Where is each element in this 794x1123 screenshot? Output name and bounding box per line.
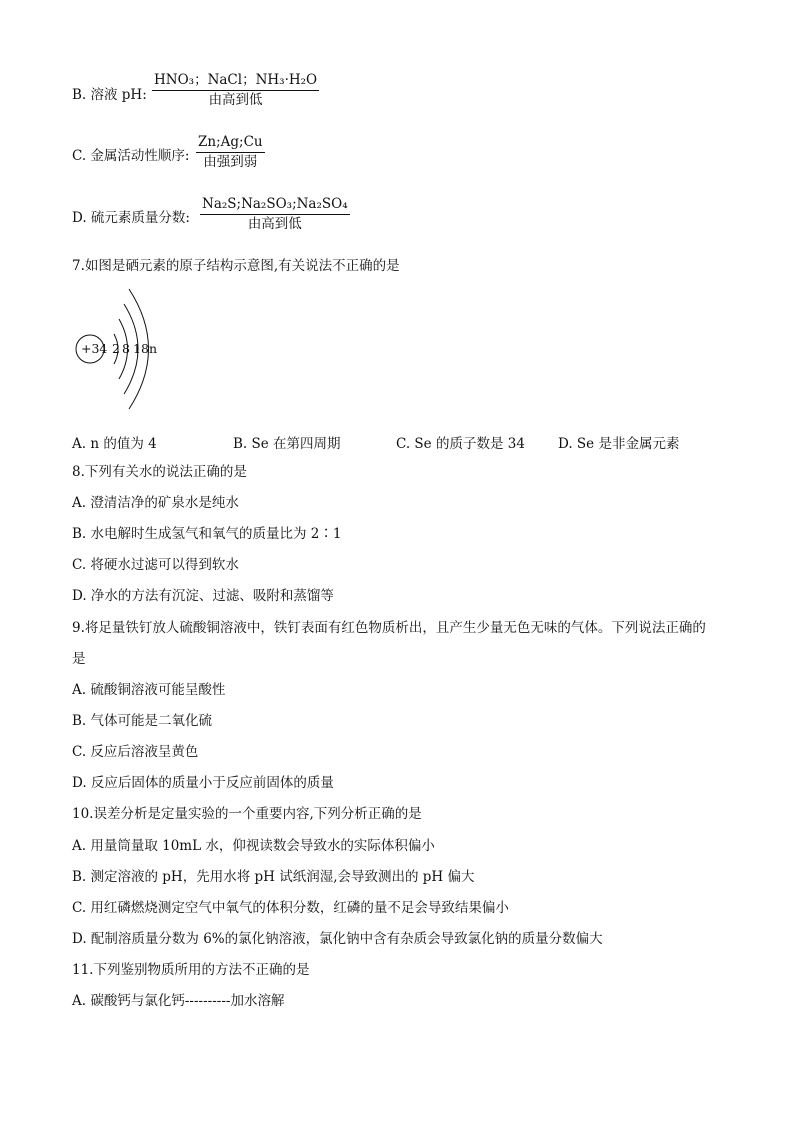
q6-option-b-bottom: 由高到低 [208,92,263,108]
q7-option-b: B. Se 在第四周期 [233,436,341,452]
q9-stem-line-2: 是 [72,651,86,667]
nucleus-charge: +34 [81,341,108,356]
q6-option-d-label: D. 硫元素质量分数: [72,210,190,226]
q10-option-d: D. 配制溶质量分数为 6%的氯化钠溶液，氯化钠中含有杂质会导致氯化钠的质量分数偏大 [72,931,603,947]
q6-option-d-top: Na₂S;Na₂SO₃;Na₂SO₄ [200,196,350,215]
q9-option-d: D. 反应后固体的质量小于反应前固体的质量 [72,775,334,791]
shell-electrons-3: 18 [133,341,149,356]
q8-option-d: D. 净水的方法有沉淀、过滤、吸附和蒸馏等 [72,588,334,604]
shell-electrons-1: 2 [112,341,120,356]
q10-option-a: A. 用量筒量取 10mL 水，仰视读数会导致水的实际体积偏小 [72,838,435,854]
q7-option-a: A. n 的值为 4 [72,436,157,452]
q9-option-c: C. 反应后溶液呈黄色 [72,744,199,760]
q8-stem: 8.下列有关水的说法正确的是 [72,464,247,480]
q10-option-c: C. 用红磷燃烧测定空气中氧气的体积分数，红磷的量不足会导致结果偏小 [72,900,509,916]
q9-option-a: A. 硫酸铜溶液可能呈酸性 [72,682,226,698]
q10-option-b: B. 测定溶液的 pH，先用水将 pH 试纸润湿,会导致测出的 pH 偏大 [72,869,475,885]
q9-stem-line-1: 9.将足量铁钉放人硫酸铜溶液中，铁钉表面有红色物质析出，且产生少量无色无味的气体。下列说法正确的 [72,620,706,636]
q6-option-d-fraction [200,196,350,233]
q6-option-b-fraction [152,72,319,109]
q10-stem: 10.误差分析是定量实验的一个重要内容,下列分析正确的是 [72,806,422,822]
shell-electrons-2: 8 [122,341,130,356]
q8-option-a: A. 澄清洁净的矿泉水是纯水 [72,495,239,511]
q6-option-c-label: C. 金属活动性顺序: [72,148,190,164]
q6-option-c-bottom: 由强到弱 [203,154,258,170]
q7-option-c: C. Se 的质子数是 34 [396,436,525,452]
q6-option-b-label: B. 溶液 pH: [72,87,147,103]
shell-electrons-4: n [149,341,158,356]
q6-option-c-top: Zn;Ag;Cu [196,134,265,153]
q6-option-b-top: HNO₃；NaCl；NH₃·H₂O [152,72,319,91]
q11-stem: 11.下列鉴别物质所用的方法不正确的是 [72,962,310,978]
q8-option-b: B. 水电解时生成氢气和氧气的质量比为 2∶1 [72,526,342,542]
q7-option-d: D. Se 是非金属元素 [558,436,680,452]
q6-option-d-bottom: 由高到低 [247,216,302,232]
q9-option-b: B. 气体可能是二氧化硫 [72,713,213,729]
q8-option-c: C. 将硬水过滤可以得到软水 [72,557,239,573]
q7-stem: 7.如图是硒元素的原子结构示意图,有关说法不正确的是 [72,258,400,274]
q6-option-c-fraction [196,134,265,171]
q11-option-a: A. 碳酸钙与氯化钙----------加水溶解 [72,993,285,1009]
